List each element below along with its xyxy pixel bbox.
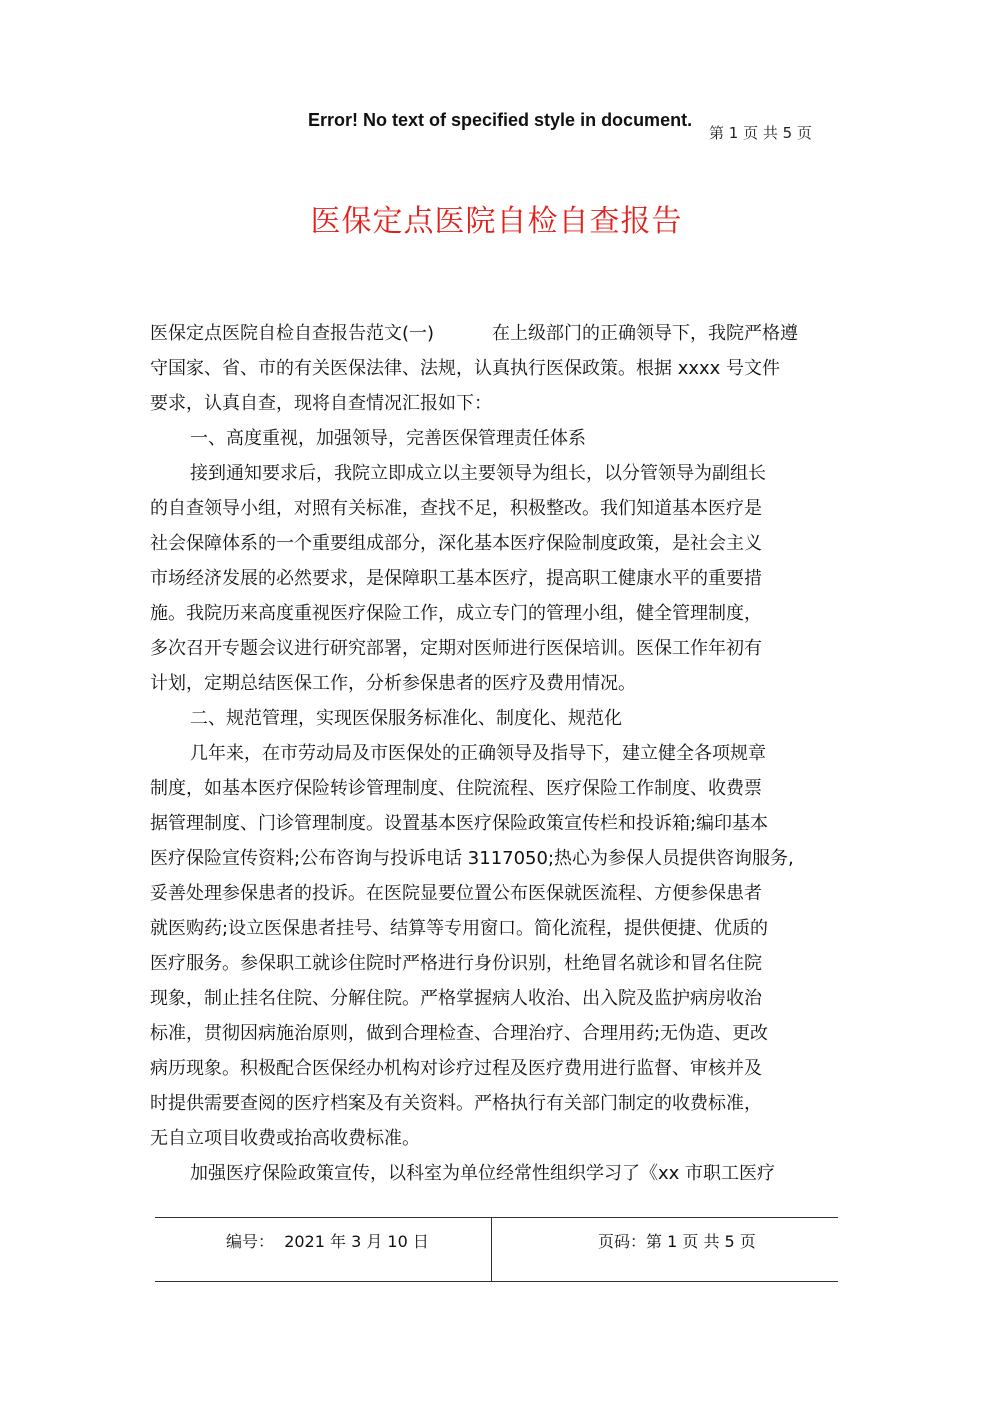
footer-page-info: 页码：第 1 页 共 5 页 (598, 1232, 756, 1251)
body-line (150, 316, 840, 351)
body-line: 病历现象。积极配合医保经办机构对诊疗过程及医疗费用进行监督、审核并及 (150, 1058, 762, 1079)
body-line: 无自立项目收费或抬高收费标准。 (150, 1128, 420, 1149)
body-line: 要求，认真自查，现将自查情况汇报如下： (150, 393, 492, 414)
body-line: 计划，定期总结医保工作，分析参保患者的医疗及费用情况。 (150, 673, 636, 694)
footer-top-rule (155, 1217, 838, 1218)
body-line-text: 在上级部门的正确领导下，我院严格遵 (492, 323, 799, 344)
body-line: 据管理制度、门诊管理制度。设置基本医疗保险政策宣传栏和投诉箱;编印基本 (150, 813, 769, 834)
body-line: 医疗保险宣传资料;公布咨询与投诉电话 3117050;热心为参保人员提供咨询服务, (150, 848, 794, 869)
body-line: 施。我院历来高度重视医疗保险工作，成立专门的管理小组，健全管理制度， (150, 603, 762, 624)
section-heading-1: 一、高度重视，加强领导，完善医保管理责任体系 (190, 428, 586, 449)
footer-date: 2021 年 3 月 10 日 (284, 1232, 429, 1251)
body-line: 时提供需要查阅的医疗档案及有关资料。严格执行有关部门制定的收费标准， (150, 1093, 762, 1114)
header-error-text: Error! No text of specified style in document. (308, 110, 693, 130)
section-heading-2: 二、规范管理，实现医保服务标准化、制度化、规范化 (190, 708, 622, 729)
body-line: 社会保障体系的一个重要组成部分，深化基本医疗保险制度政策，是社会主义 (150, 533, 762, 554)
body-line: 接到通知要求后，我院立即成立以主要领导为组长，以分管领导为副组长 (190, 463, 766, 484)
body-line: 多次召开专题会议进行研究部署，定期对医师进行医保培训。医保工作年初有 (150, 638, 762, 659)
header-page-info: 第 1 页 共 5 页 (709, 124, 812, 142)
footer-serial (226, 1229, 429, 1252)
body-line: 妥善处理参保患者的投诉。在医院显要位置公布医保就医流程、方便参保患者 (150, 883, 762, 904)
body-line: 几年来，在市劳动局及市医保处的正确领导及指导下，建立健全各项规章 (190, 743, 766, 764)
footer-divider (491, 1217, 492, 1281)
body-line: 制度，如基本医疗保险转诊管理制度、住院流程、医疗保险工作制度、收费票 (150, 778, 762, 799)
body-line: 加强医疗保险政策宣传，以科室为单位经常性组织学习了《xx 市职工医疗 (190, 1163, 776, 1184)
body-line: 医疗服务。参保职工就诊住院时严格进行身份识别，杜绝冒名就诊和冒名住院 (150, 953, 762, 974)
body-line: 守国家、省、市的有关医保法律、法规，认真执行医保政策。根据 xxxx 号文件 (150, 358, 781, 379)
body-line: 就医购药;设立医保患者挂号、结算等专用窗口。简化流程，提供便捷、优质的 (150, 918, 769, 939)
body-line: 的自查领导小组，对照有关标准，查找不足，积极整改。我们知道基本医疗是 (150, 498, 762, 519)
body-line: 标准，贯彻因病施治原则，做到合理检查、合理治疗、合理用药;无伪造、更改 (150, 1023, 769, 1044)
intro-heading: 医保定点医院自检自查报告范文(一) (150, 323, 435, 344)
document-body (150, 316, 840, 1191)
footer-bottom-rule (155, 1281, 838, 1282)
body-line: 市场经济发展的必然要求，是保障职工基本医疗，提高职工健康水平的重要措 (150, 568, 762, 589)
footer-serial-label: 编号： (226, 1232, 275, 1251)
body-line: 现象，制止挂名住院、分解住院。严格掌握病人收治、出入院及监护病房收治 (150, 988, 762, 1009)
document-title: 医保定点医院自检自查报告 (310, 204, 683, 239)
